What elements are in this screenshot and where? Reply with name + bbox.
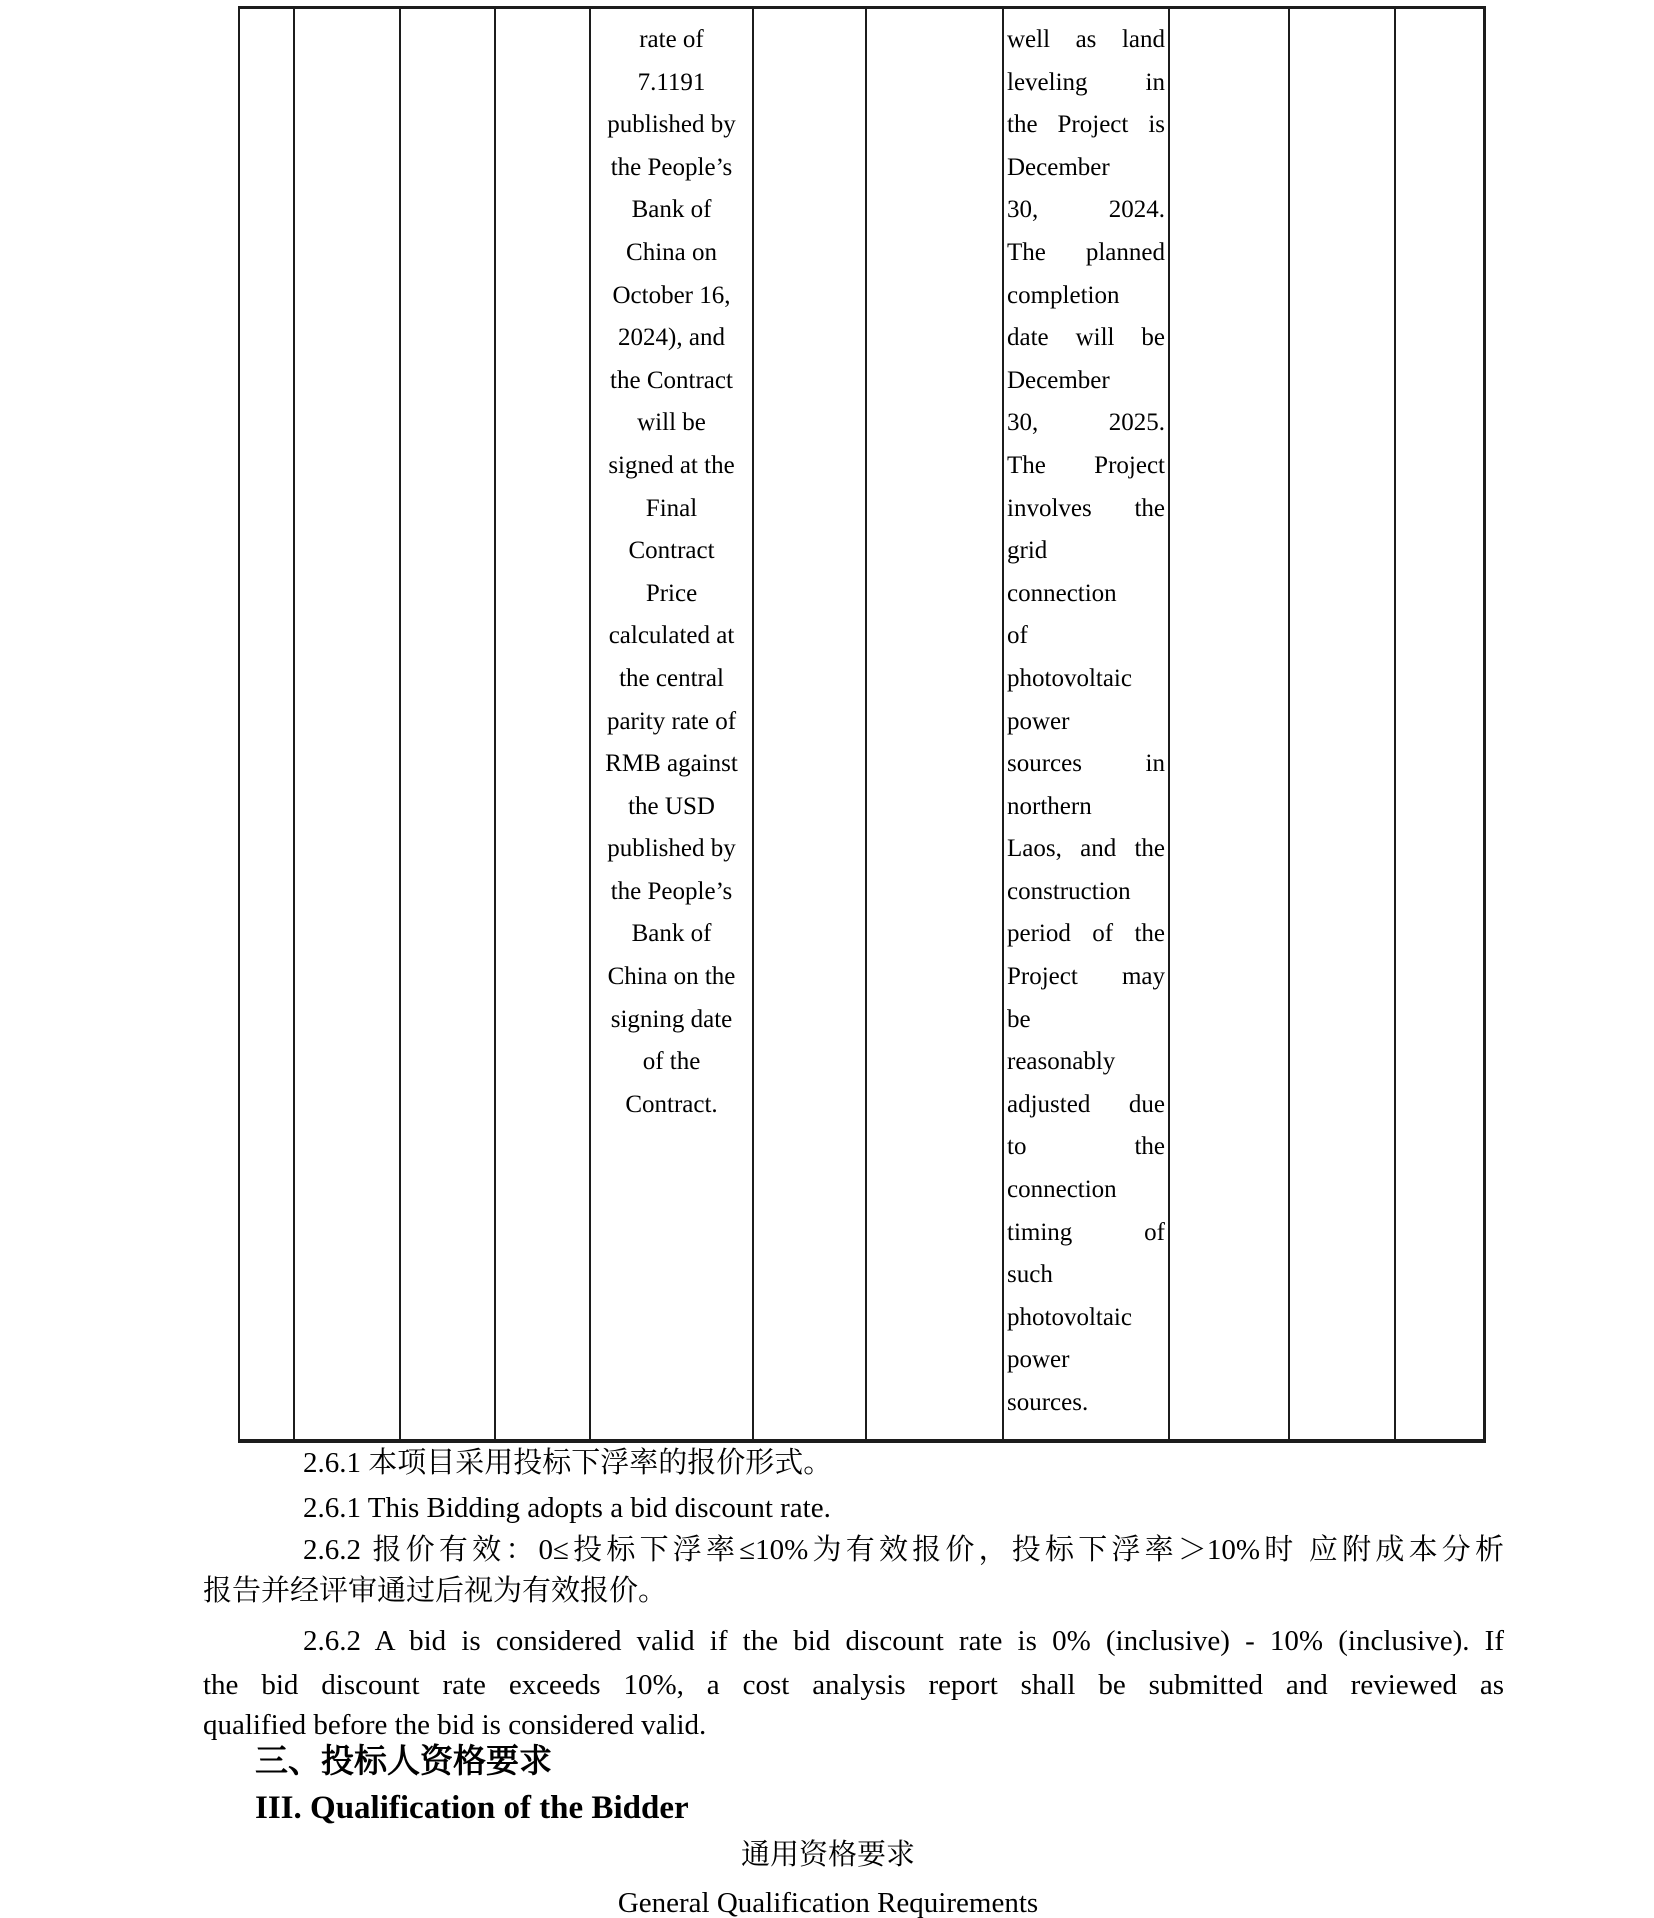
cell-text-line: adjusted due [1007,1090,1165,1118]
cell-text-line: power [1007,707,1070,735]
cell-text-line: connection [1007,579,1117,607]
cell-text-line: leveling in [1007,68,1165,96]
cell-text-line: 2024), and [618,324,725,352]
cell-text-line: period of the [1007,920,1165,948]
cell-text-line: involves the [1007,494,1165,522]
cell-text-line: power [1007,1346,1070,1374]
table-column-10 [1290,9,1396,1439]
cell-text-line: the Contract [610,366,733,394]
cell-text-line: connection [1007,1176,1117,1204]
clause-2-6-2-en-line3: qualified before the bid is considered valid. [203,1709,707,1741]
cell-text-line: 7.1191 [637,68,706,96]
clause-2-6-2-en-line2: the bid discount rate exceeds 10%, a cost analysis report shall be submitted and reviewed as [203,1669,1504,1701]
subheading-general-en: General Qualification Requirements [617,1887,1039,1918]
cell-text-line: be [1007,1005,1031,1033]
table-column-4 [496,9,591,1439]
cell-text-line: such [1007,1261,1053,1289]
cell-text-line: photovoltaic [1007,664,1132,692]
cell-text-line: calculated at [608,622,735,650]
cell-text-line: Price [645,579,698,607]
table-column-5-contract-price-text [591,9,754,1439]
clause-2-6-2-zh-line2: 报告并经评审通过后视为有效报价。 [203,1575,668,1607]
table-column-6 [754,9,867,1439]
cell-text-line: rate of [639,26,704,53]
cell-text-line: signed at the [608,451,735,479]
cell-text-line: of [1007,622,1028,650]
cell-text-line: signing date [610,1005,733,1033]
cell-text-line: Bank of [631,920,712,948]
cell-text-line: grid [1007,537,1048,565]
cell-text-line: sources. [1007,1389,1089,1416]
table-column-9 [1170,9,1290,1439]
section-heading-zh: 三、投标人资格要求 [255,1744,552,1780]
bid-schedule-table [238,6,1486,1443]
cell-text-line: will be [637,409,706,437]
cell-text-line: to the [1007,1133,1165,1161]
cell-text-line: photovoltaic [1007,1303,1132,1331]
cell-text-line: Project may [1007,963,1165,991]
cell-text-line: Laos, and the [1007,835,1165,863]
clause-2-6-2-en-line1: 2.6.2 A bid is considered valid if the bid discount rate is 0% (inclusive) - 10% (inclusive). If [303,1625,1504,1657]
cell-text-line: December [1007,366,1110,394]
cell-text-line: December [1007,153,1110,181]
table-column-11 [1396,9,1486,1439]
cell-text-line: the People’s [610,153,733,181]
clause-2-6-1-en: 2.6.1 This Bidding adopts a bid discount rate. [303,1492,831,1524]
cell-text-line: timing of [1007,1218,1165,1246]
cell-text-line: reasonably [1007,1048,1116,1076]
cell-text-line: sources in [1007,750,1165,778]
table-column-7 [867,9,1004,1439]
cell-text-line: Bank of [631,196,712,224]
cell-text-line: completion [1007,281,1120,309]
clause-2-6-1-zh: 2.6.1 本项目采用投标下浮率的报价形式。 [303,1447,833,1479]
cell-text-line: 30, 2024. [1007,196,1165,224]
section-heading-en: III. Qualification of the Bidder [255,1790,689,1826]
cell-text-line: published by [607,111,736,139]
cell-text-line: date will be [1007,324,1165,352]
cell-text-line: published by [607,835,736,863]
cell-text-line: northern [1007,792,1092,820]
cell-text-line: Contract [628,537,715,565]
cell-text-line: October 16, [612,281,731,309]
cell-text-line: the USD [628,792,715,820]
cell-text-line: 30, 2025. [1007,409,1165,437]
cell-text-line: Final [645,494,698,522]
cell-text-line: parity rate of [606,707,737,735]
cell-text-line: construction [1007,877,1131,905]
cell-text-line: well as land [1007,26,1165,53]
cell-text-line: the People’s [610,877,733,905]
table-column-2 [295,9,401,1439]
clause-2-6-2-zh-line1: 2.6.2 报价有效：0≤投标下浮率≤10%为有效报价，投标下浮率＞10%时 应附成本分析 [303,1534,1504,1566]
cell-text-line: Contract. [625,1090,718,1118]
cell-text-line: of the [642,1048,701,1076]
table-column-8-project-schedule-text [1004,9,1170,1439]
subheading-general-zh: 通用资格要求 [740,1839,915,1871]
table-column-1 [240,9,295,1439]
cell-text-line: The Project [1007,451,1165,479]
table-column-3 [401,9,496,1439]
cell-text-line: RMB against [605,750,738,778]
cell-text-line: The planned [1007,238,1165,266]
cell-text-line: the Project is [1007,111,1165,139]
cell-text-line: the central [619,664,724,692]
cell-text-line: China on the [607,963,736,991]
cell-text-line: China on [626,238,717,266]
